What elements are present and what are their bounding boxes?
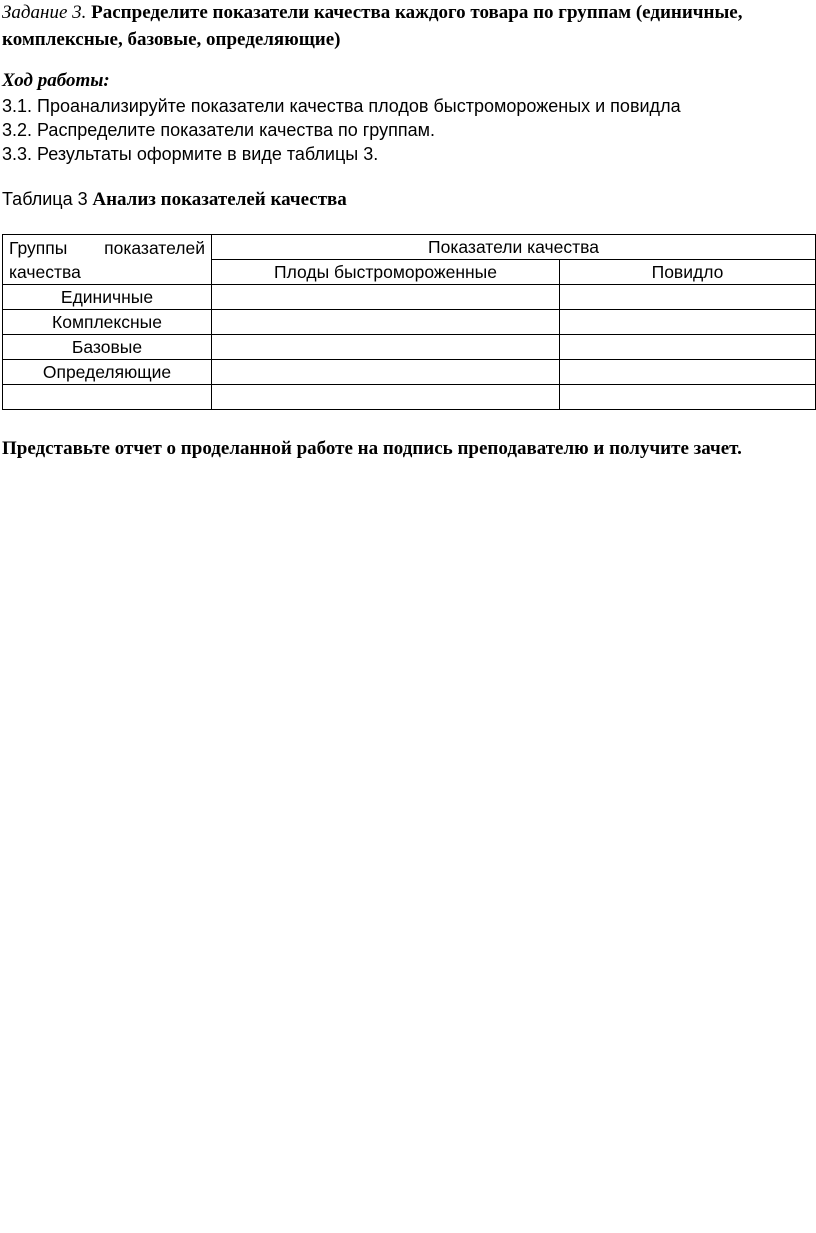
workflow-step-3: 3.3. Результаты оформите в виде таблицы 3.	[2, 144, 379, 164]
jam-cell	[560, 310, 816, 335]
row-group-cell: Единичные	[3, 285, 212, 310]
row-group-cell: Базовые	[3, 335, 212, 360]
fruits-cell	[212, 285, 560, 310]
jam-cell	[560, 335, 816, 360]
group-header-cell: Группы показателей качества	[3, 235, 212, 285]
jam-cell	[560, 285, 816, 310]
row-group-cell: Определяющие	[3, 360, 212, 385]
table-header-row	[3, 235, 816, 260]
quality-indicators-table	[2, 234, 816, 410]
fruits-cell	[212, 335, 560, 360]
task-title-part-1: Распределите показатели качества каждого товара по группам (единичные,	[91, 2, 743, 23]
table-row	[3, 360, 816, 385]
jam-cell	[560, 385, 816, 410]
table-caption	[2, 188, 347, 211]
task-label: Задание 3.	[2, 2, 87, 23]
fruits-cell	[212, 385, 560, 410]
row-group-cell: Комплексные	[3, 310, 212, 335]
workflow-step-2: 3.2. Распределите показатели качества по группам.	[2, 120, 435, 140]
column-header-jam: Повидло	[560, 260, 816, 285]
jam-cell	[560, 360, 816, 385]
table-row	[3, 335, 816, 360]
task-title-line-1	[2, 2, 742, 24]
table-row	[3, 385, 816, 410]
closing-note: Представьте отчет о проделанной работе на подпись преподавателю и получите зачет.	[2, 438, 742, 459]
column-header-fruits: Плоды быстромороженные	[212, 260, 560, 285]
table-caption-title: Анализ показателей качества	[92, 189, 347, 210]
fruits-cell	[212, 360, 560, 385]
row-group-cell	[3, 385, 212, 410]
fruits-cell	[212, 310, 560, 335]
task-title-line-2: комплексные, базовые, определяющие)	[2, 29, 341, 50]
workflow-heading: Ход работы:	[2, 70, 110, 91]
table-caption-prefix: Таблица 3	[2, 189, 88, 209]
indicators-header-cell: Показатели качества	[212, 235, 816, 260]
workflow-step-1: 3.1. Проанализируйте показатели качества плодов быстромороженых и повидла	[2, 96, 681, 116]
table-row	[3, 310, 816, 335]
table-row	[3, 285, 816, 310]
